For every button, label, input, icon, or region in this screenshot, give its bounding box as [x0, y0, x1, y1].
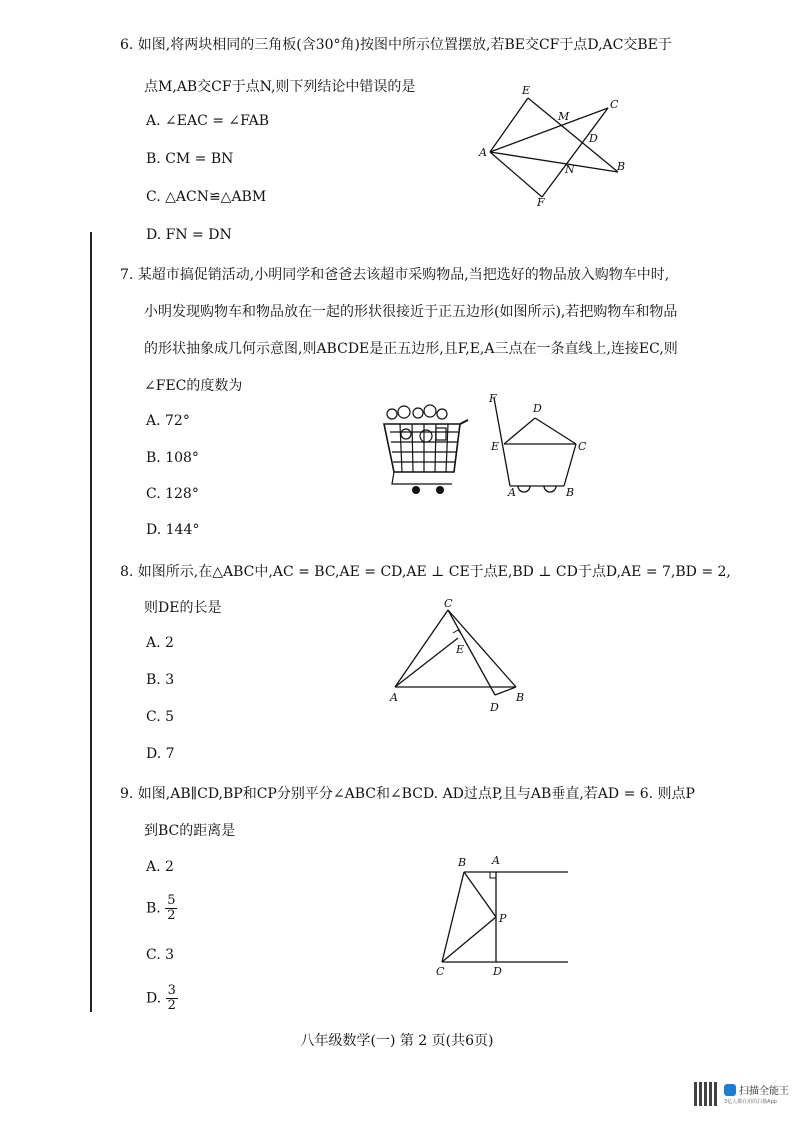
q9-option-b-numerator: 5: [167, 893, 176, 908]
q7-label-d: D: [533, 402, 542, 415]
q9-label-a: A: [492, 854, 500, 867]
q8-label-e: E: [456, 643, 465, 656]
q9-option-d-fraction: [166, 984, 178, 1013]
q6-label-m: M: [558, 110, 570, 123]
q7-option-a: A. 72°: [146, 413, 190, 429]
q7-stem-line2: 小明发现购物车和物品放在一起的形状很接近于正五边形(如图所示),若把购物车和物品: [144, 304, 678, 320]
scanner-watermark: [694, 1082, 790, 1114]
q9-figure: [428, 850, 578, 980]
binding-margin-line: [90, 232, 92, 1012]
q8-option-a: A. 2: [146, 635, 174, 651]
q6-stem-line1: 6. 如图,将两块相同的三角板(含30°角)按图中所示位置摆放,若BE交CF于点D,AC交BE于: [120, 37, 672, 53]
q9-option-d-denominator: 2: [167, 998, 176, 1013]
q8-stem-line2: 则DE的长是: [144, 600, 222, 616]
q9-stem-line1: 9. 如图,AB∥CD,BP和CP分别平分∠ABC和∠BCD. AD过点P,且与AB垂直,若AD = 6. 则点P: [120, 786, 695, 802]
q9-stem-line2: 到BC的距离是: [144, 823, 236, 839]
q7-stem-line3: 的形状抽象成几何示意图,则ABCDE是正五边形,且F,E,A三点在一条直线上,连接EC,则: [144, 341, 678, 357]
q6-figure: [470, 80, 640, 210]
q9-option-b-fraction: [165, 894, 177, 923]
q9-option-d-prefix: D.: [146, 990, 162, 1007]
q9-option-b: [146, 894, 177, 923]
q6-label-d: D: [589, 132, 598, 145]
q7-option-d: D. 144°: [146, 522, 200, 538]
q7-figure: [480, 390, 600, 500]
q7-label-f: F: [489, 392, 497, 405]
q7-label-c: C: [578, 440, 587, 453]
q8-label-c: C: [444, 597, 453, 610]
q6-label-c: C: [610, 98, 619, 111]
q9-label-b: B: [458, 856, 467, 869]
q6-option-d: D. FN = DN: [146, 227, 232, 243]
q9-option-b-denominator: 2: [167, 908, 176, 923]
watermark-text: 扫描全能王: [739, 1086, 789, 1097]
q7-stem-line1: 7. 某超市搞促销活动,小明同学和爸爸去该超市采购物品,当把选好的物品放入购物车中时,: [120, 267, 670, 283]
watermark-subtext: 3亿人都在用的扫描App: [724, 1099, 777, 1105]
q6-label-f: F: [537, 196, 545, 209]
q9-label-c: C: [436, 965, 445, 978]
q9-label-p: P: [499, 912, 507, 925]
q9-option-d: [146, 984, 178, 1013]
q6-label-a: A: [479, 146, 487, 159]
q8-label-d: D: [490, 701, 499, 714]
q7-label-a: A: [508, 486, 516, 499]
q6-label-b: B: [617, 160, 626, 173]
q9-option-c: C. 3: [146, 947, 175, 963]
q6-label-n: N: [565, 163, 575, 176]
q8-label-b: B: [516, 691, 525, 704]
q9-option-a: A. 2: [146, 859, 174, 875]
page-footer: 八年级数学(一) 第 2 页(共6页): [300, 1033, 494, 1049]
q9-label-d: D: [493, 965, 502, 978]
scanner-logo-icon: [724, 1084, 736, 1096]
q7-option-b: B. 108°: [146, 450, 199, 466]
q8-option-b: B. 3: [146, 672, 175, 688]
q7-label-b: B: [566, 486, 575, 499]
q8-option-c: C. 5: [146, 709, 175, 725]
q8-figure: [380, 595, 530, 720]
q8-label-a: A: [390, 691, 398, 704]
q7-label-e: E: [491, 440, 500, 453]
q7-stem-line4: ∠FEC的度数为: [144, 378, 243, 394]
shopping-cart-image: [380, 402, 470, 498]
q9-option-b-prefix: B.: [146, 900, 161, 917]
q6-option-a: A. ∠EAC = ∠FAB: [146, 113, 270, 129]
q6-stem-line2: 点M,AB交CF于点N,则下列结论中错误的是: [144, 79, 416, 95]
qr-code-icon: [694, 1082, 718, 1106]
q8-option-d: D. 7: [146, 746, 175, 762]
q6-option-c: C. △ACN≌△ABM: [146, 189, 267, 205]
q6-label-e: E: [522, 84, 531, 97]
q7-option-c: C. 128°: [146, 486, 199, 502]
q6-option-b: B. CM = BN: [146, 151, 234, 167]
q9-option-d-numerator: 3: [167, 983, 176, 998]
q8-stem-line1: 8. 如图所示,在△ABC中,AC = BC,AE = CD,AE ⊥ CE于点E,BD ⊥ CD于点D,AE = 7,BD = 2,: [120, 564, 731, 580]
